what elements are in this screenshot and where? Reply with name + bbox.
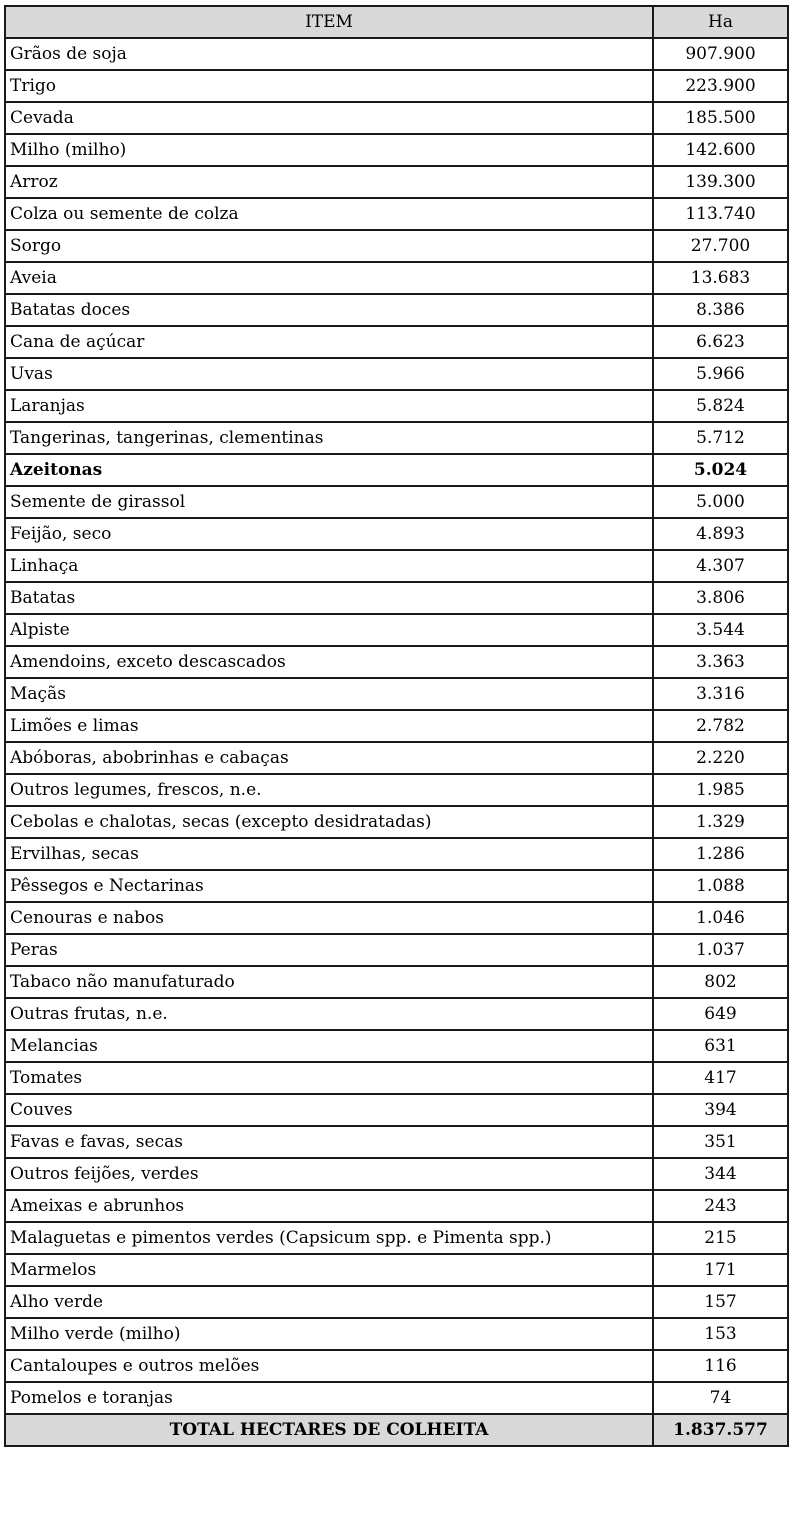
table-row [5,838,788,870]
hectares-cell: 5.712 [653,422,788,454]
item-name-cell: Cantaloupes e outros melões [5,1350,653,1382]
item-name-cell: Milho (milho) [5,134,653,166]
item-name-cell: Abóboras, abobrinhas e cabaças [5,742,653,774]
item-name-cell: Colza ou semente de colza [5,198,653,230]
hectares-cell: 27.700 [653,230,788,262]
table-row [5,422,788,454]
header-row [5,6,788,38]
item-name-cell: Batatas [5,582,653,614]
item-name-cell: Aveia [5,262,653,294]
hectares-cell: 3.544 [653,614,788,646]
hectares-cell: 417 [653,1062,788,1094]
item-name-cell: Peras [5,934,653,966]
hectares-cell: 171 [653,1254,788,1286]
item-name-cell: Ervilhas, secas [5,838,653,870]
table-row [5,390,788,422]
item-name-cell: Cenouras e nabos [5,902,653,934]
hectares-cell: 1.046 [653,902,788,934]
table-row [5,1062,788,1094]
table-row [5,102,788,134]
hectares-cell: 8.386 [653,294,788,326]
table-row [5,1094,788,1126]
item-name-cell: Trigo [5,70,653,102]
hectares-column-header: Ha [653,6,788,38]
table-row [5,710,788,742]
hectares-cell: 802 [653,966,788,998]
item-name-cell: Alpiste [5,614,653,646]
hectares-cell: 394 [653,1094,788,1126]
hectares-cell: 153 [653,1318,788,1350]
hectares-cell: 3.363 [653,646,788,678]
hectares-cell: 1.088 [653,870,788,902]
item-name-cell: Outros legumes, frescos, n.e. [5,774,653,806]
item-name-cell: Tangerinas, tangerinas, clementinas [5,422,653,454]
table-row [5,1126,788,1158]
item-name-cell: Melancias [5,1030,653,1062]
hectares-cell: 5.966 [653,358,788,390]
item-name-cell: Limões e limas [5,710,653,742]
hectares-cell: 223.900 [653,70,788,102]
hectares-cell: 116 [653,1350,788,1382]
table-row [5,998,788,1030]
hectares-cell: 142.600 [653,134,788,166]
hectares-cell: 2.220 [653,742,788,774]
total-value: 1.837.577 [653,1414,788,1446]
hectares-cell: 4.893 [653,518,788,550]
item-column-header: ITEM [5,6,653,38]
table-row [5,870,788,902]
table-row [5,550,788,582]
table-row [5,1350,788,1382]
crop-area-table [4,5,789,1447]
table-row [5,1318,788,1350]
item-name-cell: Outras frutas, n.e. [5,998,653,1030]
table-row [5,614,788,646]
hectares-cell: 2.782 [653,710,788,742]
item-name-cell: Semente de girassol [5,486,653,518]
hectares-cell: 5.000 [653,486,788,518]
item-name-cell: Grãos de soja [5,38,653,70]
table-row [5,486,788,518]
table-row [5,262,788,294]
item-name-cell: Malaguetas e pimentos verdes (Capsicum spp. e Pimenta spp.) [5,1222,653,1254]
table-row [5,198,788,230]
table-row [5,454,788,486]
item-name-cell: Cebolas e chalotas, secas (excepto desidratadas) [5,806,653,838]
hectares-cell: 1.985 [653,774,788,806]
hectares-cell: 351 [653,1126,788,1158]
item-name-cell: Tabaco não manufaturado [5,966,653,998]
item-name-cell: Pomelos e toranjas [5,1382,653,1414]
item-name-cell: Amendoins, exceto descascados [5,646,653,678]
item-name-cell: Uvas [5,358,653,390]
item-name-cell: Tomates [5,1062,653,1094]
hectares-cell: 3.806 [653,582,788,614]
item-name-cell: Milho verde (milho) [5,1318,653,1350]
hectares-cell: 13.683 [653,262,788,294]
item-name-cell: Cevada [5,102,653,134]
item-name-cell: Pêssegos e Nectarinas [5,870,653,902]
table-row [5,1286,788,1318]
hectares-cell: 631 [653,1030,788,1062]
table-row [5,966,788,998]
item-name-cell: Maçãs [5,678,653,710]
table-row [5,326,788,358]
table-row [5,1222,788,1254]
table-row [5,134,788,166]
item-name-cell: Azeitonas [5,454,653,486]
item-name-cell: Favas e favas, secas [5,1126,653,1158]
hectares-cell: 243 [653,1190,788,1222]
table-row [5,1190,788,1222]
hectares-cell: 113.740 [653,198,788,230]
hectares-cell: 344 [653,1158,788,1190]
table-row [5,358,788,390]
table-row [5,1254,788,1286]
hectares-cell: 6.623 [653,326,788,358]
hectares-cell: 1.037 [653,934,788,966]
hectares-cell: 5.024 [653,454,788,486]
item-name-cell: Feijão, seco [5,518,653,550]
table-row [5,902,788,934]
item-name-cell: Marmelos [5,1254,653,1286]
hectares-cell: 3.316 [653,678,788,710]
item-name-cell: Arroz [5,166,653,198]
total-label: TOTAL HECTARES DE COLHEITA [5,1414,653,1446]
table-row [5,678,788,710]
table-row [5,518,788,550]
item-name-cell: Couves [5,1094,653,1126]
table-row [5,1030,788,1062]
table-row [5,1382,788,1414]
table-row [5,774,788,806]
item-name-cell: Ameixas e abrunhos [5,1190,653,1222]
item-name-cell: Alho verde [5,1286,653,1318]
table-row [5,70,788,102]
hectares-cell: 649 [653,998,788,1030]
hectares-cell: 185.500 [653,102,788,134]
item-name-cell: Sorgo [5,230,653,262]
table-row [5,230,788,262]
table-row [5,806,788,838]
table-row [5,166,788,198]
hectares-cell: 1.286 [653,838,788,870]
table-row [5,742,788,774]
item-name-cell: Cana de açúcar [5,326,653,358]
hectares-cell: 139.300 [653,166,788,198]
table-row [5,38,788,70]
hectares-cell: 907.900 [653,38,788,70]
hectares-cell: 215 [653,1222,788,1254]
item-name-cell: Linhaça [5,550,653,582]
hectares-cell: 74 [653,1382,788,1414]
hectares-cell: 4.307 [653,550,788,582]
hectares-cell: 1.329 [653,806,788,838]
table-row [5,1158,788,1190]
total-row [5,1414,788,1446]
hectares-cell: 157 [653,1286,788,1318]
hectares-cell: 5.824 [653,390,788,422]
item-name-cell: Laranjas [5,390,653,422]
table-row [5,646,788,678]
item-name-cell: Outros feijões, verdes [5,1158,653,1190]
table-row [5,294,788,326]
table-row [5,582,788,614]
item-name-cell: Batatas doces [5,294,653,326]
table-row [5,934,788,966]
